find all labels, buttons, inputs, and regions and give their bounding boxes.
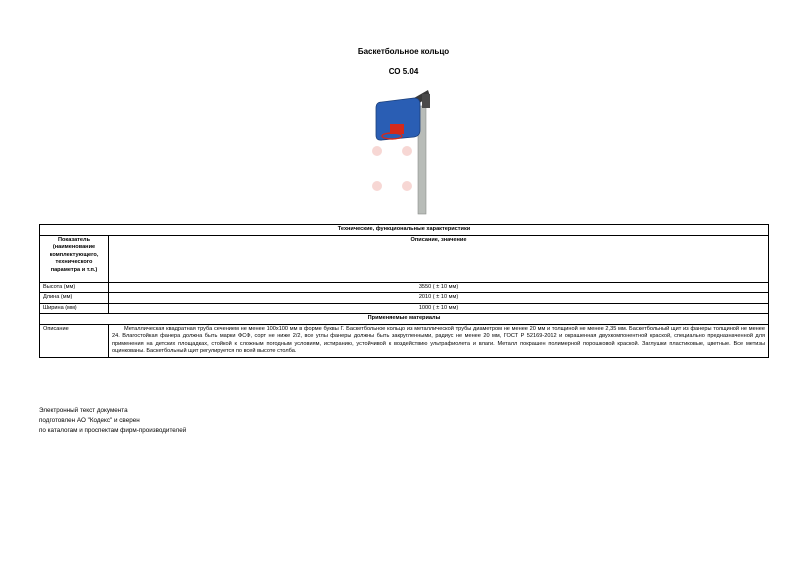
specifications-table bbox=[39, 224, 769, 358]
document-title: Баскетбольное кольцо bbox=[357, 47, 450, 56]
footer-line: Электронный текст документа bbox=[39, 407, 128, 414]
row-value: 3550 ( ± 10 мм) bbox=[109, 282, 769, 293]
row-value: 2010 ( ± 10 мм) bbox=[109, 293, 769, 304]
footer-line: подготовлен АО "Кодекс" и сверен bbox=[39, 416, 140, 424]
row-name: Высота (мм) bbox=[40, 282, 109, 293]
table-row bbox=[40, 324, 769, 357]
section-heading-characteristics: Технические, функциональные характеристики bbox=[40, 225, 769, 236]
footer-note bbox=[39, 406, 186, 435]
description-text: Металлическая квадратная труба сечением не менее 100х100 мм в форме буквы Г. Баскетбольное кольцо из металлической трубы диаметром не менее 20 мм и толщиной не менее 2,35 мм. Баскетбольный щит из фанеры толщиной не менее 24. Влагостойкая фанера должна быть марки ФСФ, сорт не ниже 2/2, все углы фанеры должны быть закругленными, радиус не менее 20 мм, ГОСТ Р 52169-2012 и окрашенная двухкомпонентной краской, специально предназначенной для применения на детских площадках, стойкой к сложным погодным условиям, истиранию, устойчивой к воздействию ультрафиолета и влаги. Металл покрашен полимерной порошковой краской. Заглушки пластиковые, цветные. Все метизы оцинкованы. Баскетбольный щит регулируется по всей высоте столба. bbox=[109, 324, 769, 357]
section-heading-materials: Применяемые материалы bbox=[40, 314, 769, 325]
table-row bbox=[40, 282, 769, 293]
table-row bbox=[40, 303, 769, 314]
watermark bbox=[372, 146, 412, 191]
description-label: Описание bbox=[40, 324, 109, 357]
footer-line: по каталогам и проспектам фирм-производителей bbox=[39, 426, 187, 434]
header-indicator: Показатель (наименование комплектующего, технического параметра и т.п.) bbox=[40, 235, 109, 282]
basketball-hoop-image bbox=[362, 86, 444, 218]
row-name: Ширина (мм) bbox=[40, 303, 109, 314]
row-name: Длина (мм) bbox=[40, 293, 109, 304]
table-row bbox=[40, 293, 769, 304]
header-description: Описание, значение bbox=[109, 235, 769, 282]
row-value: 1000 ( ± 10 мм) bbox=[109, 303, 769, 314]
product-code: СО 5.04 bbox=[388, 67, 419, 76]
